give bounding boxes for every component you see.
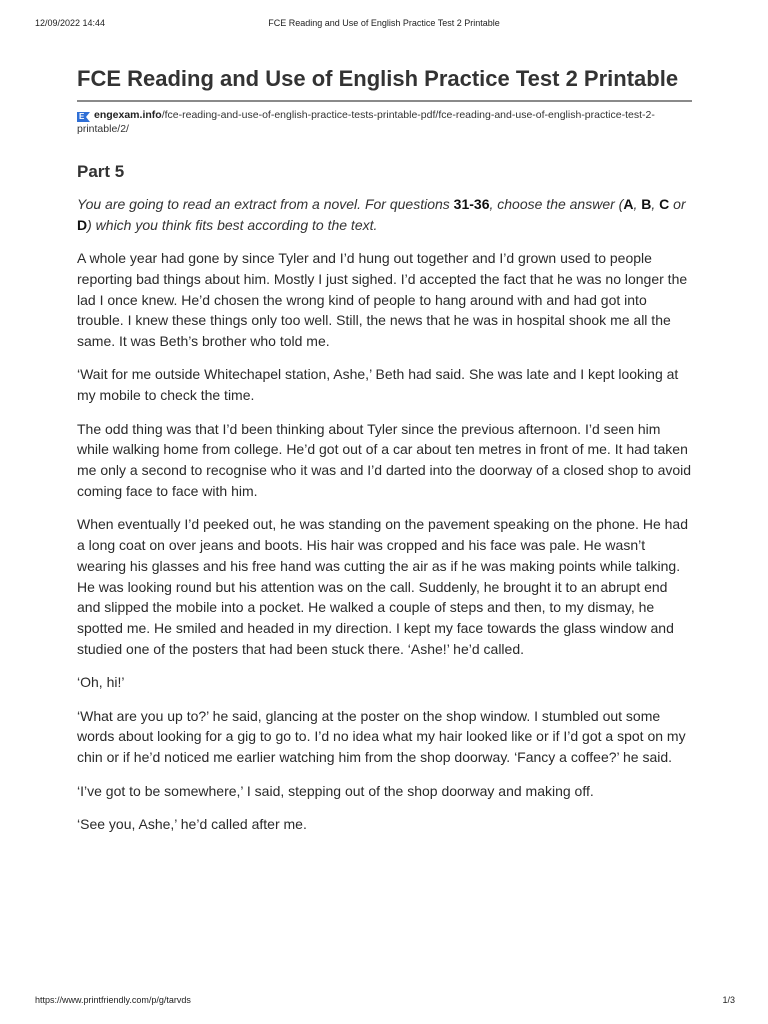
paragraph: ‘See you, Ashe,’ he’d called after me.	[77, 815, 307, 832]
part-heading: Part 5	[77, 162, 125, 181]
print-header-title: FCE Reading and Use of English Practice Test 2 Printable	[268, 18, 500, 28]
task-instructions: You are going to read an extract from a novel. For questions 31-36, choose the answer (A, B, C or D) which you think fits best according to the text.	[77, 196, 686, 233]
paragraph: ‘I’ve got to be somewhere,’ I said, stepping out of the shop doorway and making off.	[77, 782, 594, 799]
option-d: D	[77, 217, 88, 233]
print-datetime: 12/09/2022 14:44	[35, 18, 106, 28]
print-footer-url[interactable]: https://www.printfriendly.com/p/g/tarvds	[35, 995, 191, 1005]
question-range: 31-36	[453, 196, 490, 212]
engexam-logo-icon: E	[77, 112, 90, 122]
paragraph: ‘Wait for me outside Whitechapel station, Ashe,’ Beth had said. She was late and I kept looking at my mobile to check the time.	[77, 366, 679, 404]
paragraph: ‘What are you up to?’ he said, glancing at the poster on the shop window. I stumbled out some words about looking for a gig to go to. I’d no idea what my hair looked like or if I’d got a spot on my chin or if he’d noticed me earlier watching him from the shop doorway. ‘Fancy a coffee?’ he said.	[77, 707, 686, 766]
print-footer	[0, 995, 768, 1009]
paragraph: ‘Oh, hi!’	[77, 674, 125, 691]
print-header	[0, 18, 768, 32]
option-c: C	[659, 196, 670, 212]
paragraph: The odd thing was that I’d been thinking about Tyler since the previous afternoon. I’d seen him while walking home from college. He’d got out of a car about ten metres in front of me. It had taken me only a second to recognise who it was and I’d darted into the doorway of a closed shop to avoid coming face to face with him.	[77, 420, 692, 499]
option-b: B	[641, 196, 652, 212]
page-title: FCE Reading and Use of English Practice Test 2 Printable	[77, 65, 692, 102]
paragraph: When eventually I’d peeked out, he was standing on the pavement speaking on the phone. He had a long coat on over jeans and boots. His hair was cropped and his face was pale. He wasn’t wearing his glasses and his free hand was cutting the air as if he was making points while talking. He was looking round but his attention was on the call. Suddenly, he brought it to an abrupt end and slipped the mobile into a pocket. He walked a couple of steps and then, to my dismay, he spotted me. He smiled and headed in my direction. I kept my face towards the glass window and studied one of the posters that had been stuck there. ‘Ashe!’ he’d called.	[77, 516, 688, 658]
option-a: A	[623, 196, 634, 212]
source-link[interactable]	[77, 108, 692, 136]
source-domain[interactable]: engexam.info	[94, 109, 162, 121]
article	[77, 65, 692, 847]
paragraph: A whole year had gone by since Tyler and I’d hung out together and I’d grown used to people reporting bad things about him. Mostly I just sighed. I’d accepted the fact that he was no longer the lad I once knew. He’d chosen the wrong kind of people to hang around with and had got into trouble. I knew these things only too well. Still, the news that he was in hospital shook me all the same. It was Beth’s brother who told me.	[77, 250, 688, 350]
page-number: 1/3	[722, 995, 735, 1005]
source-path[interactable]: /fce-reading-and-use-of-english-practice-tests-printable-pdf/fce-reading-and-use-of-english-practice-test-2-printable/2/	[77, 109, 655, 135]
